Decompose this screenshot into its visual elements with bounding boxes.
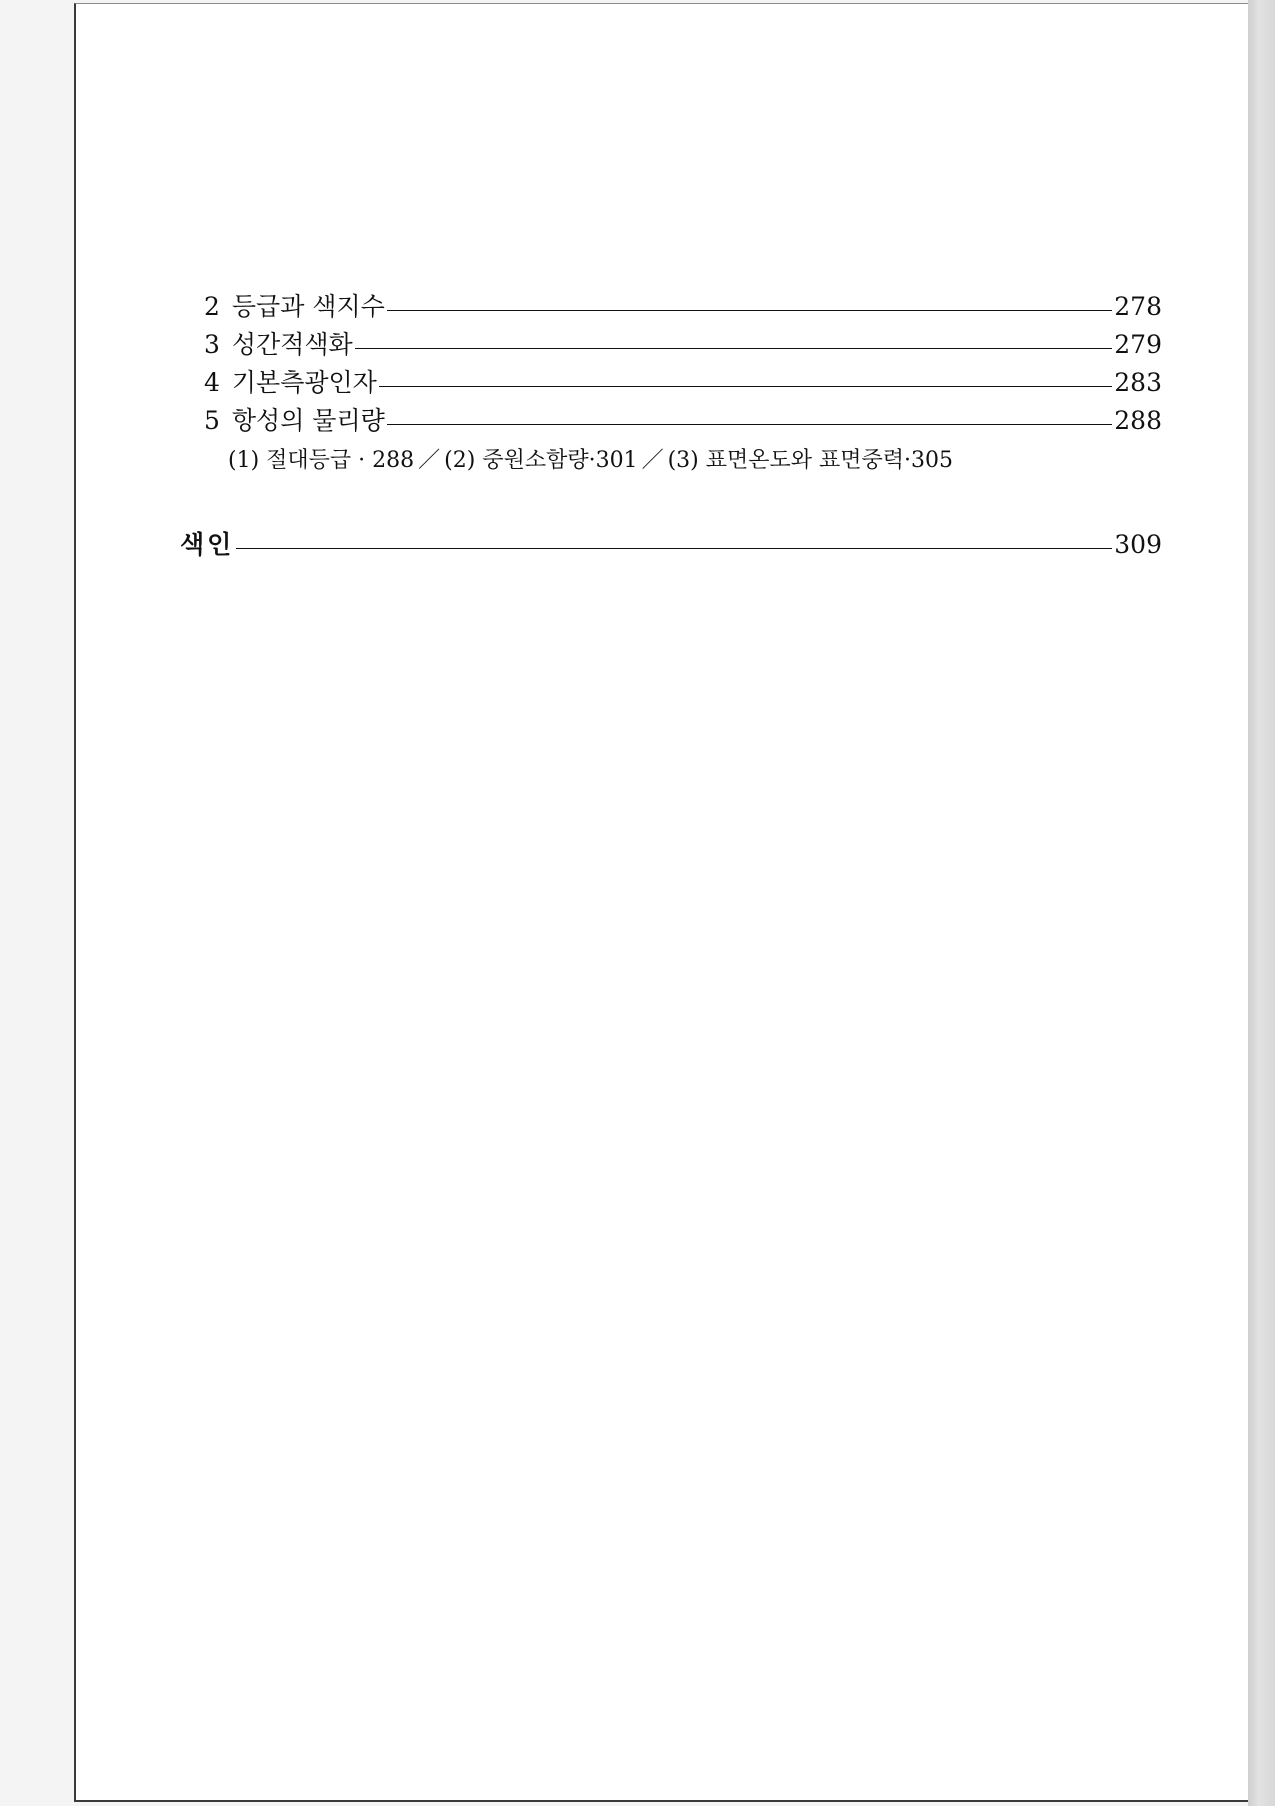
toc-entry-page: 309 bbox=[1114, 530, 1162, 559]
toc-subentry[interactable]: (1) 절대등급 · 288 bbox=[228, 448, 415, 473]
toc-entry-page: 283 bbox=[1114, 368, 1162, 397]
dot-leader bbox=[387, 310, 1113, 311]
toc-entry-page: 288 bbox=[1114, 406, 1162, 435]
toc-entry-index[interactable] bbox=[180, 530, 1162, 560]
toc-entry-4[interactable] bbox=[204, 368, 1162, 398]
dot-leader bbox=[387, 424, 1113, 425]
dot-leader bbox=[355, 348, 1113, 349]
toc-entry-title: 항성의 물리량 bbox=[231, 406, 385, 435]
toc-entry-title: 기본측광인자 bbox=[231, 368, 377, 397]
toc-entry-page: 278 bbox=[1114, 292, 1162, 321]
toc-entry-2[interactable] bbox=[204, 292, 1162, 322]
toc-subentry[interactable]: (2) 중원소함량·301 bbox=[444, 448, 638, 473]
toc-subentry[interactable]: (3) 표면온도와 표면중력·305 bbox=[667, 448, 953, 473]
dot-leader bbox=[236, 548, 1112, 549]
toc-entry-title: 성간적색화 bbox=[231, 330, 353, 359]
toc-entry-number: 2 bbox=[204, 292, 220, 321]
subentry-separator: ／ bbox=[418, 448, 441, 473]
table-of-contents bbox=[76, 4, 1250, 1803]
toc-entry-number: 4 bbox=[204, 368, 220, 397]
dot-leader bbox=[379, 386, 1112, 387]
toc-entry-5[interactable] bbox=[204, 406, 1162, 436]
book-page bbox=[74, 3, 1248, 1802]
subentry-separator: ／ bbox=[641, 448, 664, 473]
toc-subentries bbox=[228, 446, 953, 476]
toc-entry-number: 3 bbox=[204, 330, 220, 359]
toc-entry-title: 등급과 색지수 bbox=[231, 292, 385, 321]
toc-entry-page: 279 bbox=[1114, 330, 1162, 359]
toc-entry-title: 색인 bbox=[180, 530, 235, 559]
scrollbar[interactable] bbox=[1248, 0, 1275, 1806]
toc-entry-number: 5 bbox=[204, 406, 220, 435]
toc-entry-3[interactable] bbox=[204, 330, 1162, 360]
